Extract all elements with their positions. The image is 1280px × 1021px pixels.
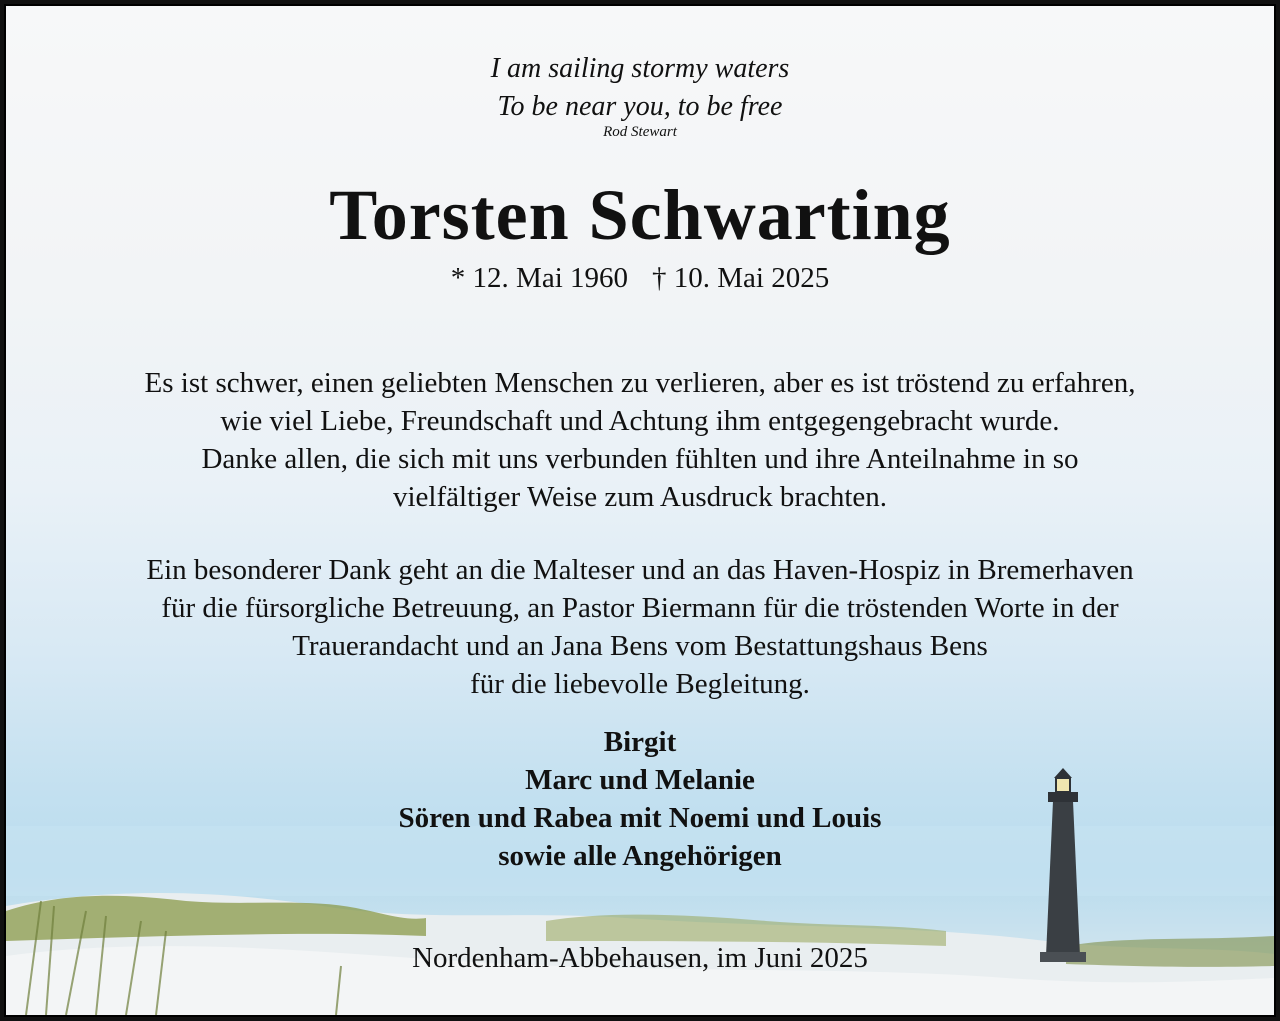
text-line: Es ist schwer, einen geliebten Menschen zu verlieren, aber es ist tröstend zu erfahren,: [144, 367, 1136, 399]
text-line: wie viel Liebe, Freundschaft und Achtung ihm entgegengebracht wurde.: [220, 405, 1060, 437]
obituary-card: [4, 4, 1276, 1017]
deceased-name: Torsten Schwarting: [329, 175, 951, 255]
text-line: Danke allen, die sich mit uns verbunden fühlten und ihre Anteilnahme in so: [201, 443, 1079, 475]
thanks-paragraph: [6, 364, 1274, 516]
special-thanks-paragraph: [6, 551, 1274, 703]
quote-line: To be near you, to be free: [497, 91, 783, 122]
birth-date: * 12. Mai 1960: [450, 262, 628, 294]
quote: [6, 50, 1274, 126]
signatories: [6, 723, 1274, 875]
text-line: für die fürsorgliche Betreuung, an Pastor Biermann für die tröstenden Worte in der: [161, 592, 1119, 624]
life-dates: [6, 262, 1274, 295]
quote-author: Rod Stewart: [603, 124, 677, 140]
signatory: sowie alle Angehörigen: [498, 840, 782, 872]
signatory: Birgit: [603, 726, 677, 758]
text-line: für die liebevolle Begleitung.: [470, 668, 810, 700]
quote-line: I am sailing stormy waters: [490, 53, 790, 84]
death-date: † 10. Mai 2025: [652, 262, 830, 294]
text-line: Trauerandacht und an Jana Bens vom Bestattungshaus Bens: [292, 630, 988, 662]
signatory: Sören und Rabea mit Noemi und Louis: [398, 802, 882, 834]
text-line: Ein besonderer Dank geht an die Malteser und an das Haven-Hospiz in Bremerhaven: [146, 554, 1134, 586]
place-and-date: Nordenham-Abbehausen, im Juni 2025: [412, 942, 868, 974]
text-line: vielfältiger Weise zum Ausdruck brachten.: [393, 481, 887, 513]
signatory: Marc und Melanie: [525, 764, 755, 796]
